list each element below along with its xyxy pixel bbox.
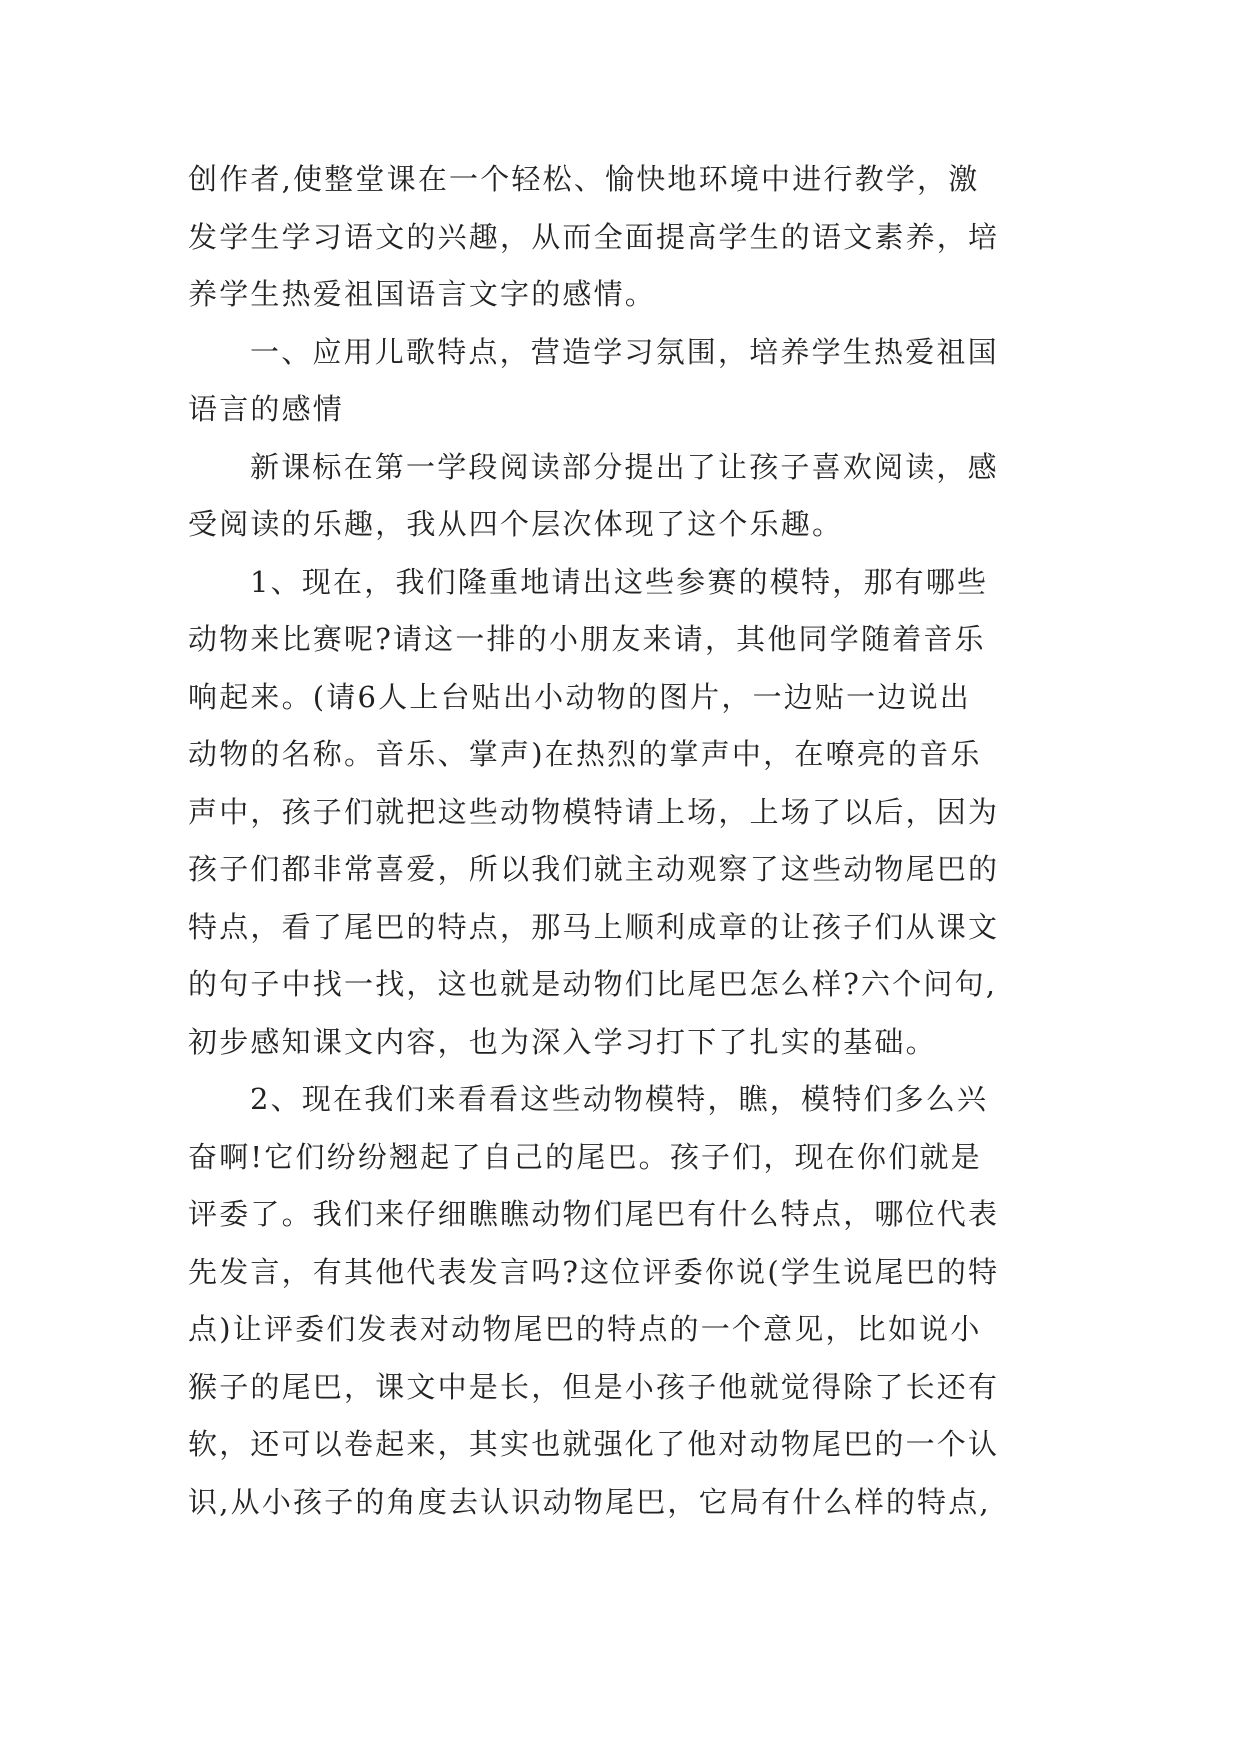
paragraph (188, 439, 1048, 554)
text-line: 养学生热爱祖国语言文字的感情。 (188, 277, 657, 311)
text-line: 2、现在我们来看看这些动物模特，瞧，模特们多么兴 (250, 1082, 989, 1116)
text-line: 1、现在，我们隆重地请出这些参赛的模特，那有哪些 (250, 564, 989, 599)
text-line: 动物的名称。音乐、掌声)在热烈的掌声中，在嘹亮的音乐 (188, 737, 982, 771)
text-line: 新课标在第一学段阅读部分提出了让孩子喜欢阅读，感 (250, 449, 999, 484)
text-line: 先发言，有其他代表发言吗?这位评委你说(学生说尾巴的特 (188, 1254, 1000, 1289)
text-line: 点)让评委们发表对动物尾巴的特点的一个意见，比如说小 (188, 1312, 982, 1346)
paragraph (188, 554, 1048, 1072)
text-line: 声中，孩子们就把这些动物模特请上场，上场了以后，因为 (188, 794, 1000, 829)
text-line: 响起来。(请6人上台贴出小动物的图片，一边贴一边说出 (188, 679, 971, 714)
text-line: 识,从小孩子的角度去认识动物尾巴，它局有什么样的特点, (188, 1484, 991, 1519)
text-line: 软，还可以卷起来，其实也就强化了他对动物尾巴的一个认 (188, 1427, 1000, 1461)
text-line: 一、应用儿歌特点，营造学习氛围，培养学生热爱祖国 (250, 334, 999, 369)
paragraph-continued (188, 151, 1048, 324)
text-line: 评委了。我们来仔细瞧瞧动物们尾巴有什么特点，哪位代表 (188, 1197, 1000, 1231)
text-line: 语言的感情 (188, 392, 345, 426)
document-body (188, 151, 1048, 1531)
text-line: 动物来比赛呢?请这一排的小朋友来请，其他同学随着音乐 (188, 622, 986, 656)
text-line: 初步感知课文内容，也为深入学习打下了扎实的基础。 (188, 1024, 937, 1059)
section-heading (188, 324, 1048, 439)
text-line: 的句子中找一找，这也就是动物们比尾巴怎么样?六个问句, (188, 967, 998, 1001)
text-line: 创作者,使整堂课在一个轻松、愉快地环境中进行教学，激 (188, 162, 980, 196)
paragraph (188, 1071, 1048, 1531)
text-line: 猴子的尾巴，课文中是长，但是小孩子他就觉得除了长还有 (188, 1369, 1000, 1404)
text-line: 孩子们都非常喜爱，所以我们就主动观察了这些动物尾巴的 (188, 852, 1000, 886)
text-line: 特点，看了尾巴的特点，那马上顺利成章的让孩子们从课文 (188, 909, 1000, 944)
text-line: 受阅读的乐趣，我从四个层次体现了这个乐趣。 (188, 507, 844, 541)
text-line: 奋啊!它们纷纷翘起了自己的尾巴。孩子们，现在你们就是 (188, 1139, 982, 1174)
text-line: 发学生学习语文的兴趣，从而全面提高学生的语文素养，培 (188, 219, 1000, 254)
